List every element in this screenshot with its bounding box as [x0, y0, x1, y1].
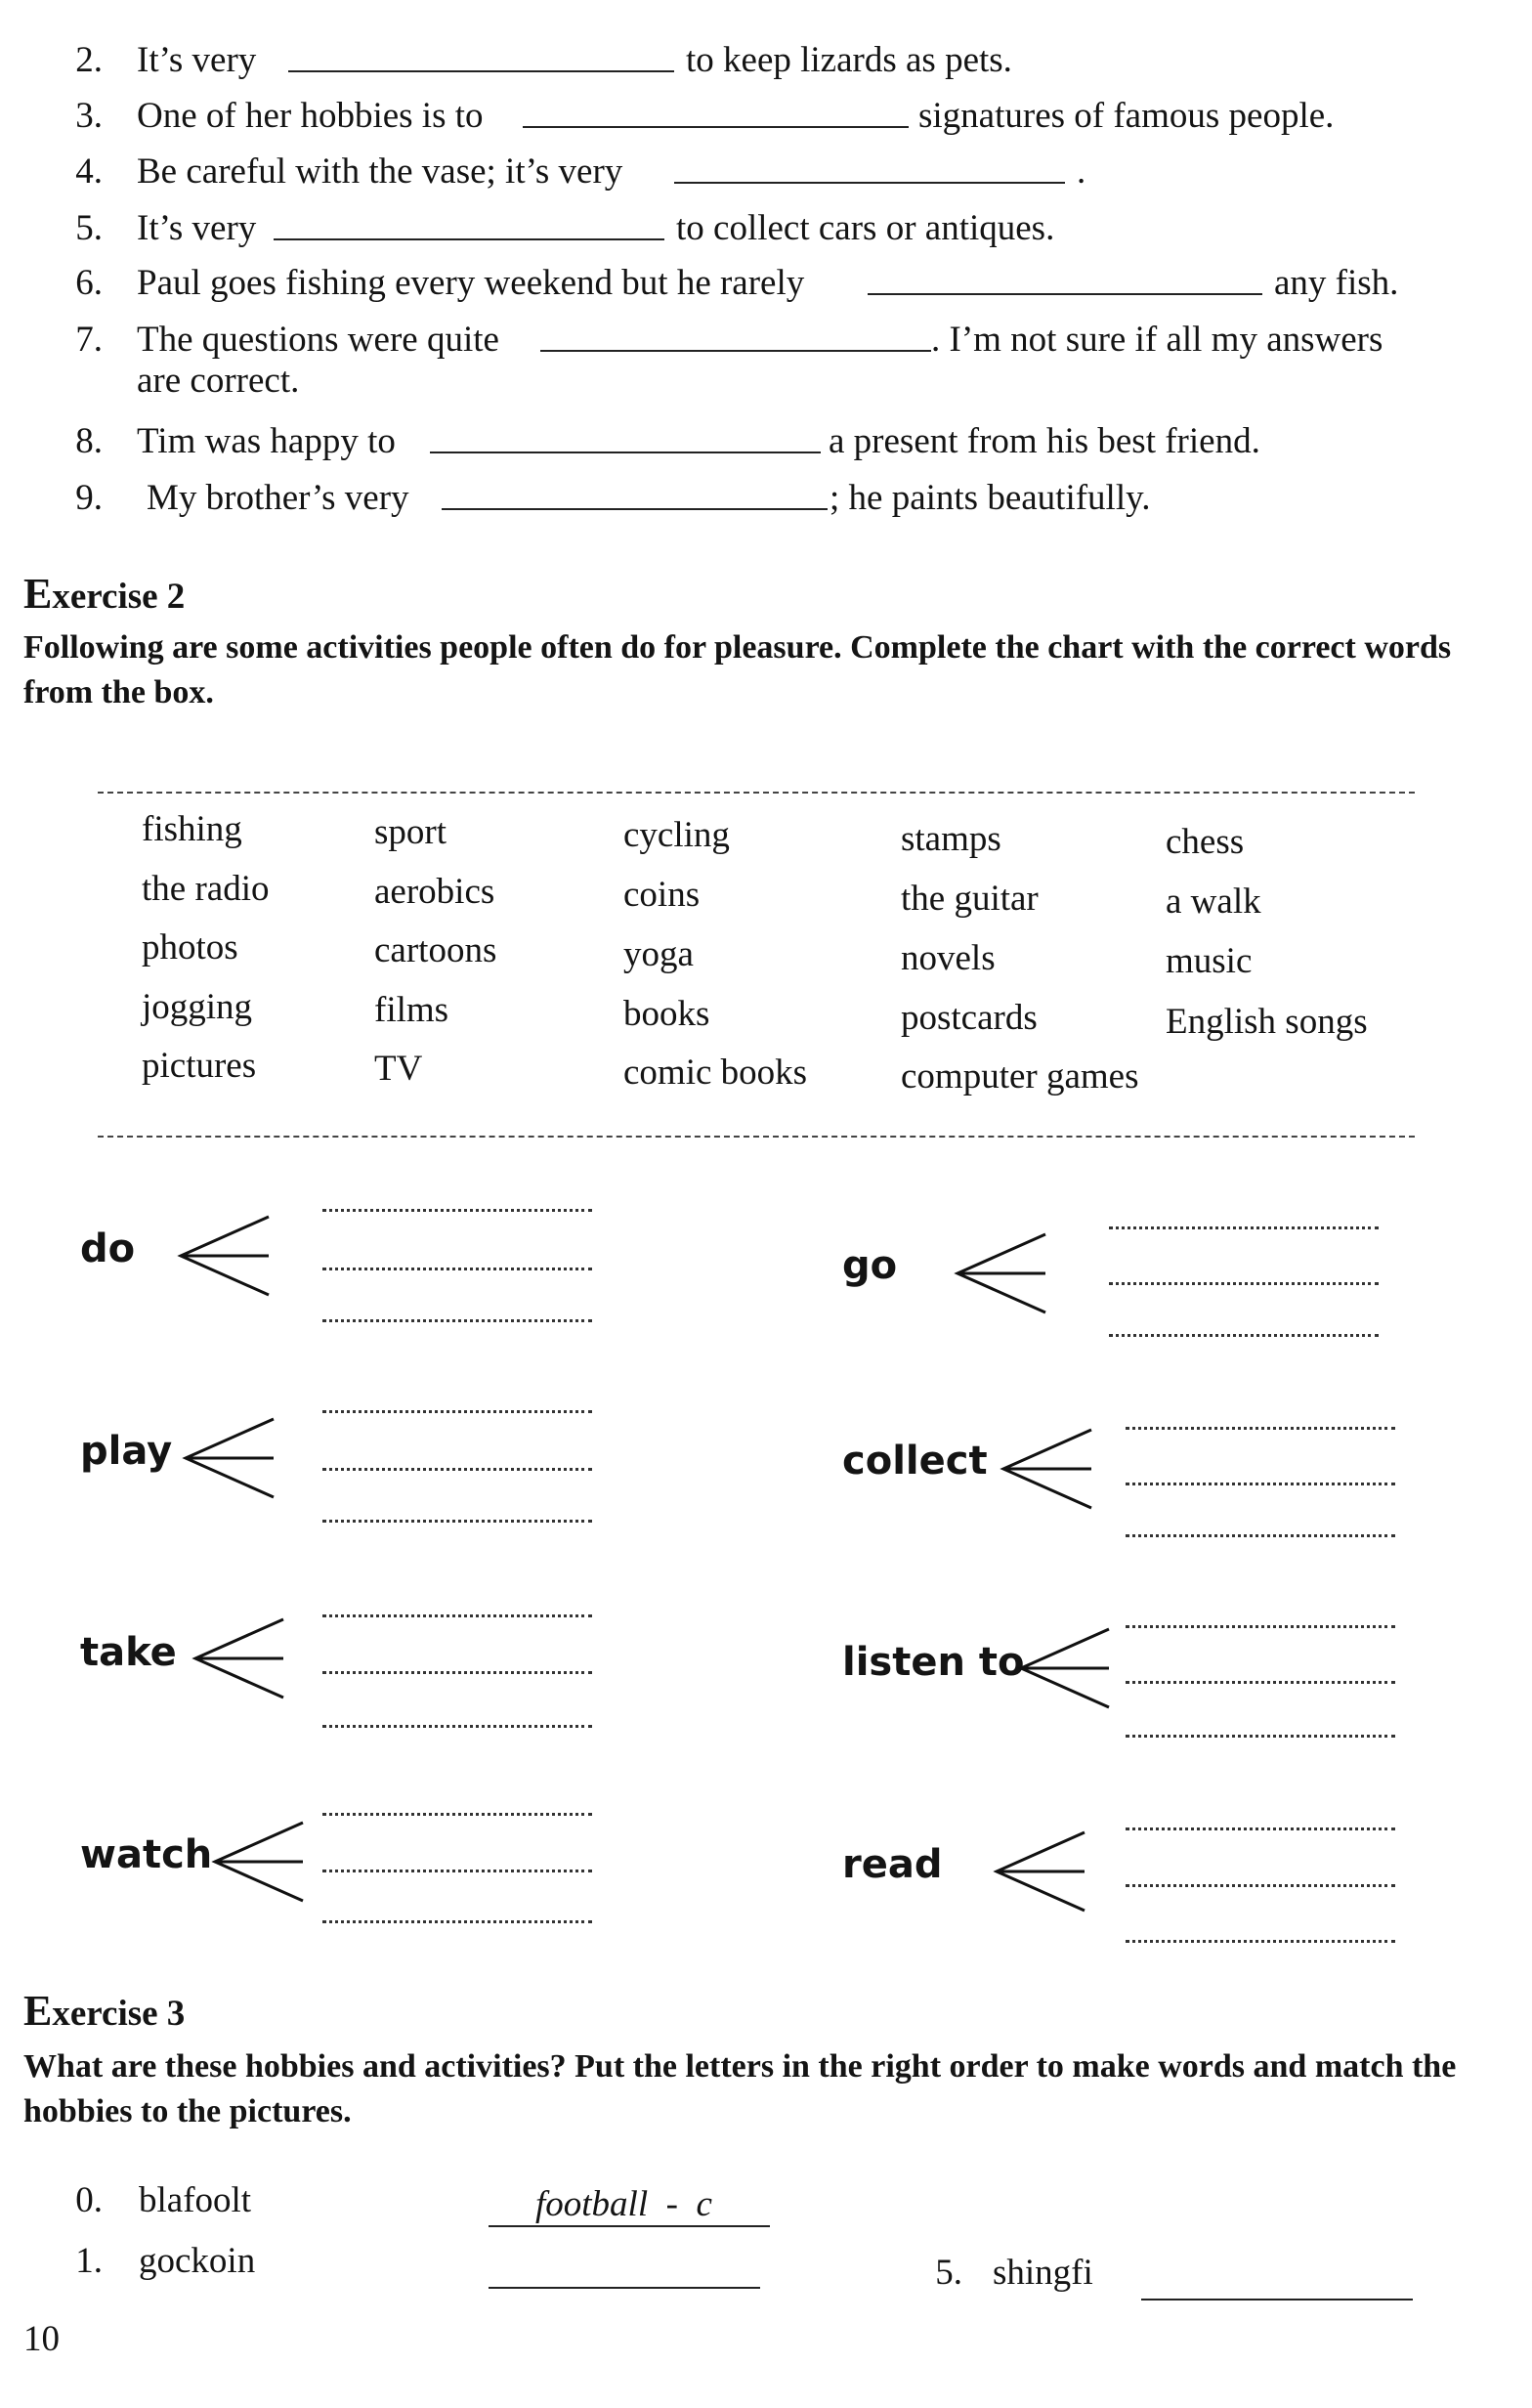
scrambled-word: blafoolt	[139, 2180, 252, 2220]
exercise-3-instruction: What are these hobbies and activities? Put the letters in the right order to make words and match the hobbies to the pictures.	[23, 2048, 1457, 2129]
exercise-2-title: Exercise 2	[23, 570, 186, 618]
scrambled-word: gockoin	[139, 2241, 256, 2281]
answer-line	[489, 2225, 770, 2227]
answer-blank[interactable]	[674, 152, 1065, 184]
answer-dotted-line[interactable]	[1126, 1483, 1395, 1485]
sentence-text: signatures of famous people.	[918, 96, 1335, 136]
word-box-item: yoga	[623, 934, 694, 974]
answer-dotted-line[interactable]	[322, 1870, 592, 1872]
fork-arrow-icon	[999, 1425, 1096, 1513]
word-box-item: the radio	[142, 869, 270, 909]
answer-dotted-line[interactable]	[322, 1671, 592, 1674]
answer-dotted-line[interactable]	[322, 1520, 592, 1523]
verb-read: read	[842, 1842, 943, 1887]
sentence-text: . I’m not sure if all my answers	[931, 320, 1383, 360]
item-number: 9.	[75, 478, 103, 518]
scrambled-word: shingfi	[993, 2253, 1093, 2293]
sentence-text: It’s very	[137, 208, 257, 248]
answer-dotted-line[interactable]	[322, 1725, 592, 1728]
verb-listen-to: listen to	[842, 1640, 1025, 1685]
word-box-item: English songs	[1166, 1002, 1368, 1042]
fork-arrow-icon	[992, 1828, 1089, 1915]
sentence-text: ; he paints beautifully.	[830, 478, 1151, 518]
page-number: 10	[23, 2319, 60, 2359]
sentence-text: The questions were quite	[137, 320, 499, 360]
verb-go: go	[842, 1243, 898, 1288]
answer-dotted-line[interactable]	[1126, 1940, 1395, 1943]
answer-dotted-line[interactable]	[1126, 1735, 1395, 1738]
sentence-text: It’s very	[137, 40, 257, 80]
answer-dotted-line[interactable]	[1126, 1625, 1395, 1628]
word-box-item: films	[374, 990, 449, 1030]
fork-arrow-icon	[1016, 1624, 1114, 1712]
item-number: 5.	[935, 2253, 962, 2293]
word-box-item: comic books	[623, 1053, 808, 1093]
answer-dotted-line[interactable]	[1126, 1884, 1395, 1887]
answer-blank[interactable]	[523, 97, 909, 128]
word-box-item: stamps	[901, 819, 1001, 859]
answer-dotted-line[interactable]	[1126, 1534, 1395, 1537]
word-box-item: computer games	[901, 1056, 1139, 1096]
item-number: 0.	[75, 2180, 103, 2220]
answer-dotted-line[interactable]	[322, 1319, 592, 1322]
word-box-item: aerobics	[374, 872, 495, 912]
item-number: 3.	[75, 96, 103, 136]
word-box-item: cartoons	[374, 930, 497, 970]
verb-play: play	[80, 1429, 173, 1474]
word-box-item: fishing	[142, 809, 242, 849]
word-box-item: the guitar	[901, 879, 1039, 919]
sentence-text: to keep lizards as pets.	[686, 40, 1012, 80]
answer-blank[interactable]	[540, 321, 931, 352]
answer-dotted-line[interactable]	[1109, 1226, 1379, 1229]
answer-dotted-line[interactable]	[1126, 1828, 1395, 1830]
answer-dotted-line[interactable]	[1109, 1334, 1379, 1337]
answer-blank[interactable]	[430, 422, 821, 453]
item-number: 5.	[75, 208, 103, 248]
word-box-item: photos	[142, 927, 238, 968]
verb-take: take	[80, 1630, 177, 1675]
verb-watch: watch	[80, 1832, 213, 1877]
answer-line[interactable]	[1141, 2299, 1413, 2300]
word-box-item: jogging	[142, 987, 253, 1027]
item-number: 2.	[75, 40, 103, 80]
word-box-item: postcards	[901, 998, 1038, 1038]
answer-dotted-line[interactable]	[1126, 1681, 1395, 1684]
sentence-text: Paul goes fishing every weekend but he rarely	[137, 263, 805, 303]
word-box-item: novels	[901, 938, 996, 978]
answer-dotted-line[interactable]	[1126, 1427, 1395, 1430]
sentence-text: to collect cars or antiques.	[676, 208, 1055, 248]
example-answer: football - c	[535, 2184, 712, 2224]
sentence-text: Tim was happy to	[137, 421, 396, 461]
divider	[98, 792, 1415, 794]
answer-blank[interactable]	[288, 41, 674, 72]
answer-blank[interactable]	[442, 479, 828, 510]
answer-dotted-line[interactable]	[322, 1209, 592, 1212]
item-number: 7.	[75, 320, 103, 360]
sentence-text: One of her hobbies is to	[137, 96, 484, 136]
answer-blank[interactable]	[274, 209, 664, 240]
item-number: 4.	[75, 151, 103, 192]
answer-dotted-line[interactable]	[322, 1468, 592, 1471]
item-number: 6.	[75, 263, 103, 303]
answer-dotted-line[interactable]	[322, 1813, 592, 1816]
answer-dotted-line[interactable]	[322, 1920, 592, 1923]
word-box-item: coins	[623, 875, 701, 915]
word-box-item: a walk	[1166, 882, 1261, 922]
word-box-item: chess	[1166, 822, 1245, 862]
word-box-item: TV	[374, 1049, 423, 1089]
divider	[98, 1136, 1415, 1138]
word-box-item: pictures	[142, 1046, 257, 1086]
sentence-text: a present from his best friend.	[829, 421, 1260, 461]
fork-arrow-icon	[191, 1614, 288, 1702]
answer-blank[interactable]	[868, 264, 1262, 295]
sentence-text: Be careful with the vase; it’s very	[137, 151, 623, 192]
word-box-item: music	[1166, 941, 1253, 981]
answer-dotted-line[interactable]	[322, 1614, 592, 1617]
item-number: 8.	[75, 421, 103, 461]
exercise-3-title: Exercise 3	[23, 1987, 186, 2035]
sentence-continuation: are correct.	[137, 361, 300, 401]
exercise-2-instruction: Following are some activities people often do for pleasure. Complete the chart with the correct words from the box.	[23, 629, 1452, 710]
word-box-item: books	[623, 994, 710, 1034]
word-box-item: sport	[374, 812, 447, 852]
verb-do: do	[80, 1226, 136, 1271]
sentence-text: My brother’s very	[147, 478, 409, 518]
fork-arrow-icon	[210, 1818, 308, 1906]
answer-dotted-line[interactable]	[322, 1268, 592, 1270]
fork-arrow-icon	[181, 1414, 278, 1502]
word-box-item: cycling	[623, 815, 730, 855]
answer-dotted-line[interactable]	[1109, 1282, 1379, 1285]
answer-dotted-line[interactable]	[322, 1410, 592, 1413]
fork-arrow-icon	[176, 1212, 274, 1300]
sentence-text: .	[1077, 151, 1086, 192]
sentence-text: any fish.	[1274, 263, 1399, 303]
answer-line[interactable]	[489, 2287, 760, 2289]
item-number: 1.	[75, 2241, 103, 2281]
verb-collect: collect	[842, 1439, 988, 1484]
fork-arrow-icon	[953, 1229, 1050, 1317]
